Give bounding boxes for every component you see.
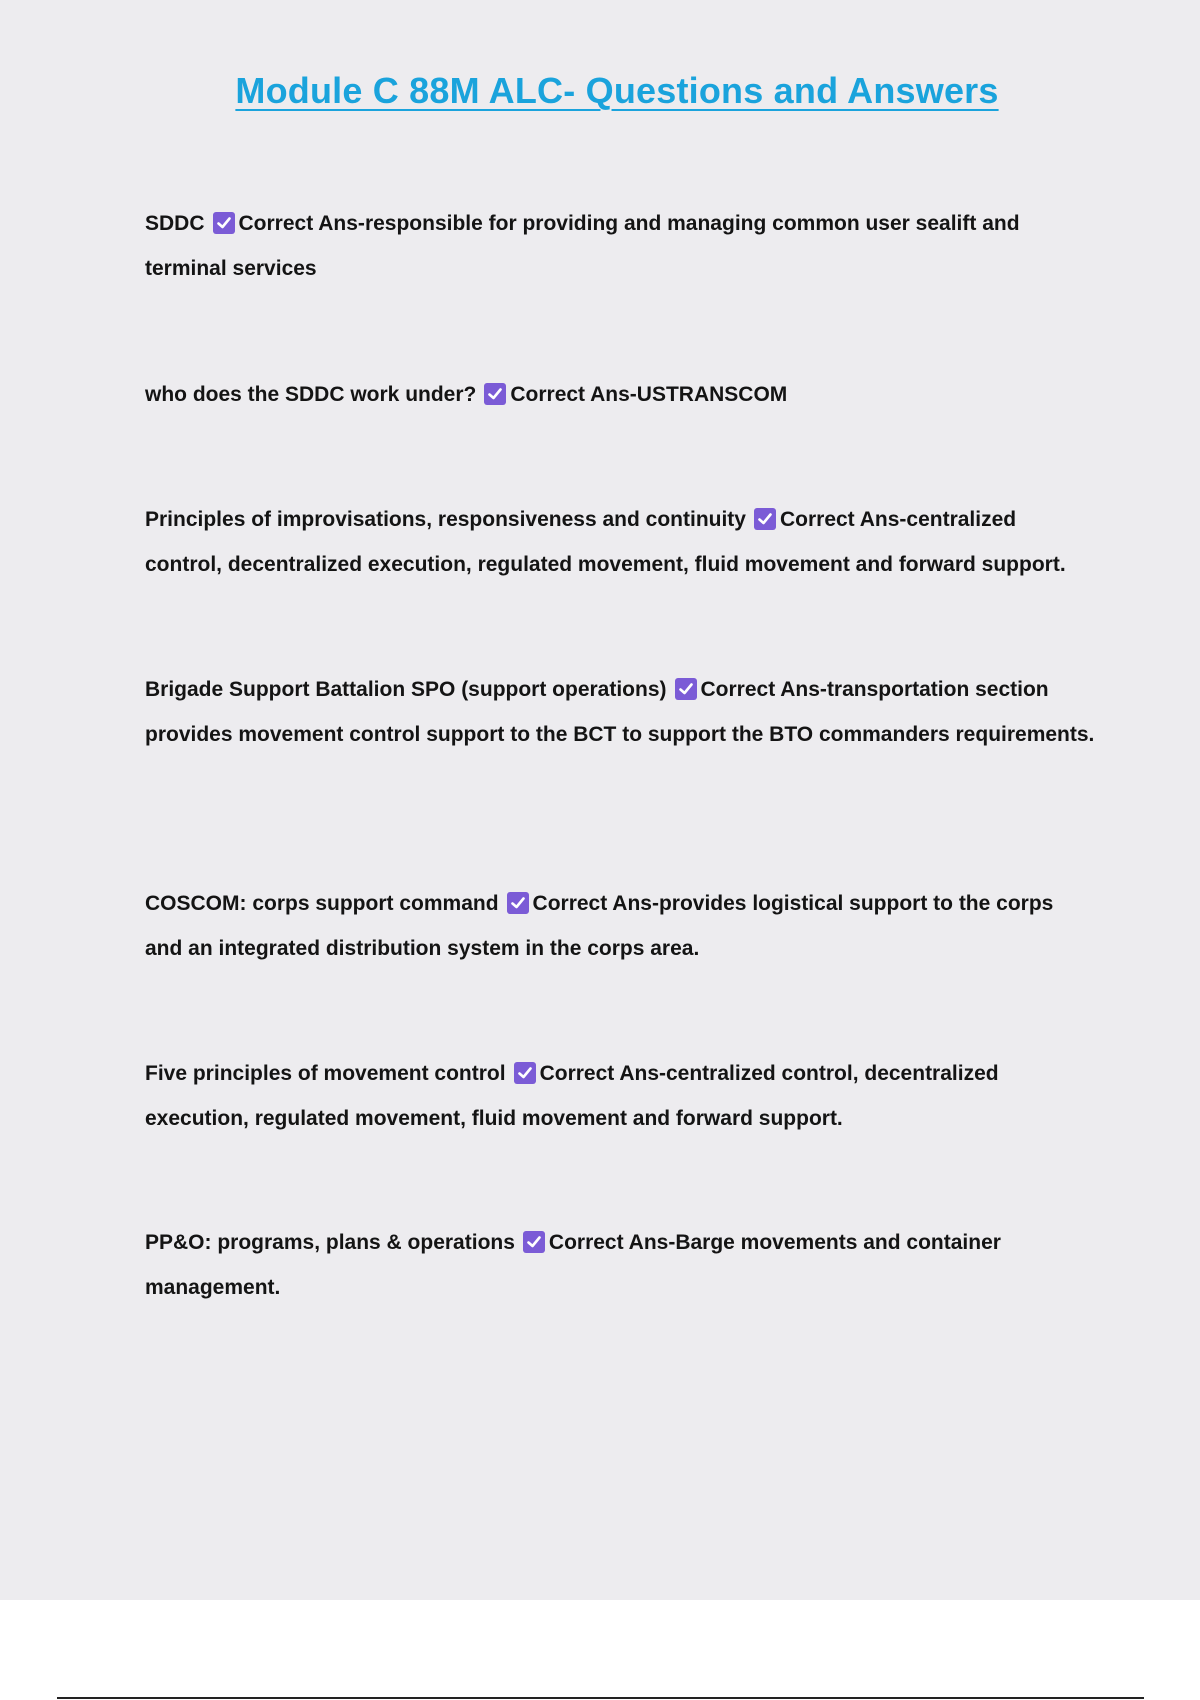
- checkmark-box-icon: [514, 1062, 536, 1084]
- qa-item-6: [145, 1051, 1095, 1141]
- question-text: COSCOM: corps support command: [145, 892, 499, 915]
- question-text: Five principles of movement control: [145, 1062, 506, 1085]
- question-text: who does the SDDC work under?: [145, 383, 477, 406]
- answer-prefix: Correct Ans-: [779, 508, 907, 531]
- qa-item-7: [145, 1220, 1095, 1310]
- checkmark-box-icon: [507, 892, 529, 914]
- checkmark-box-icon: [523, 1231, 545, 1253]
- question-text: Brigade Support Battalion SPO (support operations): [145, 678, 667, 701]
- question-text: PP&O: programs, plans & operations: [145, 1231, 515, 1254]
- answer-prefix: Correct Ans-: [238, 212, 365, 235]
- answer-text: transportation section provides movement control support to the BCT to support the BTO commanders requirements.: [145, 678, 1095, 746]
- answer-prefix: Correct Ans-: [510, 383, 637, 406]
- qa-item-3: [145, 497, 1095, 587]
- checkmark-box-icon: [675, 678, 697, 700]
- answer-prefix: Correct Ans-: [700, 678, 827, 701]
- checkmark-box-icon: [213, 212, 235, 234]
- qa-item-2: [145, 372, 1095, 417]
- checkmark-box-icon: [484, 383, 506, 405]
- answer-text: centralized control, decentralized execution, regulated movement, fluid movement and forward support.: [145, 1062, 999, 1130]
- answer-text: USTRANSCOM: [636, 383, 788, 406]
- question-text: Principles of improvisations, responsiveness and continuity: [145, 508, 746, 531]
- answer-text: provides logistical support to the corps and an integrated distribution system in the corps area.: [145, 892, 1054, 960]
- document-title: Module C 88M ALC- Questions and Answers: [235, 70, 999, 111]
- qa-item-1: [145, 201, 1095, 291]
- answer-prefix: Correct Ans-: [532, 892, 659, 915]
- answer-prefix: Correct Ans-: [548, 1231, 676, 1254]
- answer-prefix: Correct Ans-: [539, 1062, 666, 1085]
- footer-divider: [57, 1697, 1144, 1699]
- answer-text: responsible for providing and managing common user sealift and terminal services: [145, 212, 1020, 280]
- answer-text: Barge movements and container management.: [145, 1231, 1001, 1299]
- answer-text: centralized control, decentralized execution, regulated movement, fluid movement and forward support.: [145, 508, 1066, 576]
- qa-item-4: [145, 667, 1095, 757]
- checkmark-box-icon: [754, 508, 776, 530]
- question-text: SDDC: [145, 212, 205, 235]
- qa-item-5: [145, 881, 1095, 971]
